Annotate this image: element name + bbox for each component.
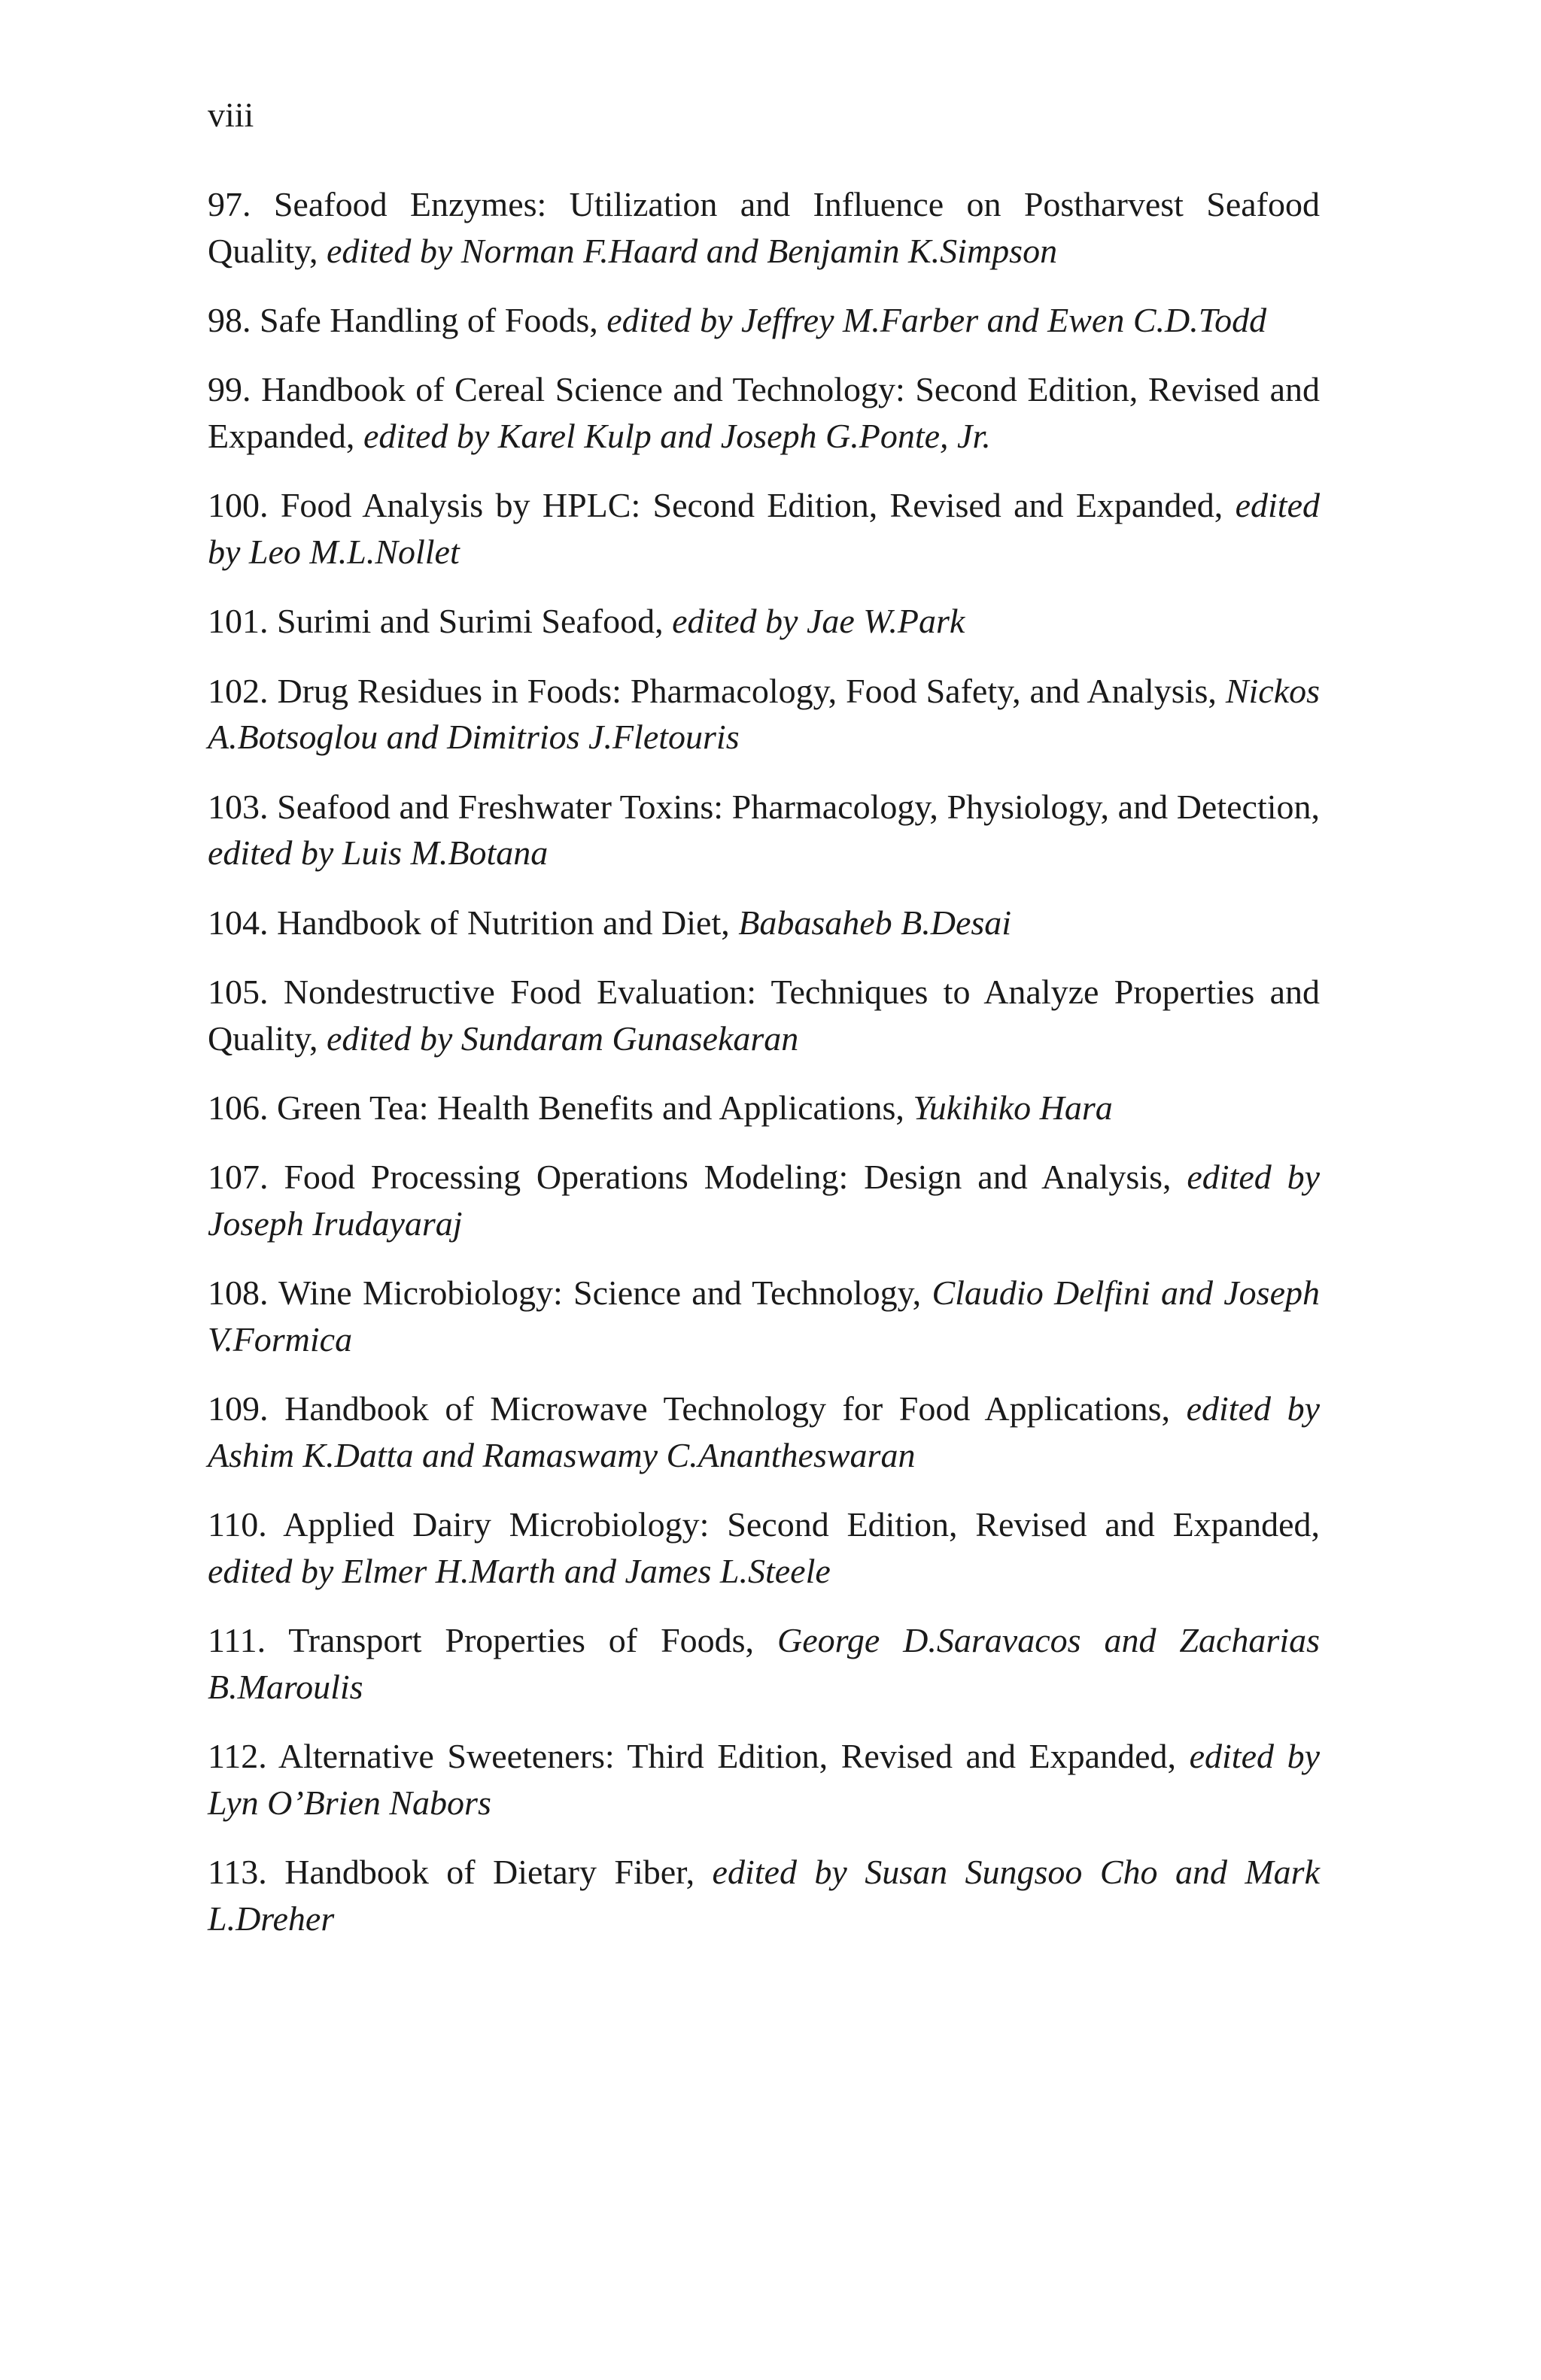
entry-title: Handbook of Nutrition and Diet, [277,903,730,942]
entry-number: 101. [208,602,269,641]
entry-title: Safe Handling of Foods, [260,300,598,339]
entry-title: Handbook of Microwave Technology for Food Applications, [284,1389,1170,1428]
entry-number: 99. [208,370,251,409]
entry-author: edited by Norman F.Haard and Benjamin K.Simpson [327,231,1058,270]
page-number: viii [208,96,254,134]
entry-number: 106. [208,1088,269,1128]
entry-title: Alternative Sweeteners: Third Edition, Revised and Expanded, [278,1737,1176,1776]
entry-number: 100. [208,486,269,525]
entry-number: 105. [208,973,269,1012]
entry-author: Babasaheb B.Desai [738,903,1012,942]
entry-number: 107. [208,1158,269,1197]
entry-title: Wine Microbiology: Science and Technology, [278,1273,922,1313]
list-item [208,900,1320,946]
list-item [208,1849,1320,1941]
entry-author: edited by Elmer H.Marth and James L.Steele [208,1552,831,1591]
entry-number: 104. [208,903,269,942]
entry-title: Nondestructive Food Evaluation: Techniques to Analyze Properties and Quality, [208,973,1320,1058]
entry-author: Nickos A.Botsoglou and Dimitrios J.Fletouris [208,671,1321,757]
entry-number: 98. [208,300,251,339]
entry-title: Seafood Enzymes: Utilization and Influence on Postharvest Seafood Quality, [208,185,1320,270]
entry-number: 111. [208,1621,266,1660]
list-item [208,969,1320,1061]
entry-number: 108. [208,1273,269,1313]
entry-number: 113. [208,1853,267,1892]
list-item [208,482,1320,575]
list-item [208,784,1320,876]
entry-author: edited by Sundaram Gunasekaran [327,1018,799,1058]
list-item [208,668,1320,760]
list-item [208,1085,1320,1131]
list-item [208,366,1320,459]
entry-title: Surimi and Surimi Seafood, [277,602,664,641]
list-item [208,1733,1320,1826]
entry-title: Handbook of Dietary Fiber, [284,1853,695,1892]
entry-title: Drug Residues in Foods: Pharmacology, Food Safety, and Analysis, [277,671,1217,710]
entry-number: 103. [208,787,269,826]
entry-title: Food Analysis by HPLC: Second Edition, Revised and Expanded, [280,486,1223,525]
entry-author: edited by Joseph Irudayaraj [208,1158,1320,1243]
list-item [208,1154,1320,1246]
entry-author: edited by Karel Kulp and Joseph G.Ponte, Jr. [363,416,991,455]
list-item [208,598,1320,645]
list-item [208,1617,1320,1710]
list-item [208,1270,1320,1362]
entry-author: edited by Susan Sungsoo Cho and Mark L.Dreher [208,1853,1320,1938]
entry-author: edited by Luis M.Botana [208,833,549,873]
entry-author: Claudio Delfini and Joseph V.Formica [208,1273,1320,1359]
book-series-list [208,181,1320,1965]
entry-number: 110. [208,1505,267,1544]
entry-number: 97. [208,185,251,223]
entry-author: edited by Ashim K.Datta and Ramaswamy C.Anantheswaran [208,1389,1320,1475]
entry-title: Transport Properties of Foods, [288,1621,755,1660]
entry-author: edited by Leo M.L.Nollet [208,486,1320,571]
entry-title: Handbook of Cereal Science and Technology: Second Edition, Revised and Expanded, [208,370,1321,455]
entry-author: Yukihiko Hara [913,1088,1113,1128]
entry-title: Green Tea: Health Benefits and Applications, [277,1088,904,1128]
list-item [208,297,1320,344]
entry-title: Applied Dairy Microbiology: Second Edition, Revised and Expanded, [283,1505,1320,1544]
entry-author: edited by Lyn O’Brien Nabors [208,1737,1321,1822]
entry-title: Seafood and Freshwater Toxins: Pharmacology, Physiology, and Detection, [277,787,1320,826]
entry-author: edited by Jae W.Park [672,602,965,641]
list-item [208,181,1320,274]
entry-number: 112. [208,1737,267,1776]
entry-author: George D.Saravacos and Zacharias B.Maroulis [208,1621,1320,1706]
list-item [208,1386,1320,1478]
entry-author: edited by Jeffrey M.Farber and Ewen C.D.Todd [606,300,1267,339]
list-item [208,1501,1320,1594]
entry-title: Food Processing Operations Modeling: Design and Analysis, [284,1158,1172,1197]
entry-number: 109. [208,1389,269,1428]
entry-number: 102. [208,671,269,710]
